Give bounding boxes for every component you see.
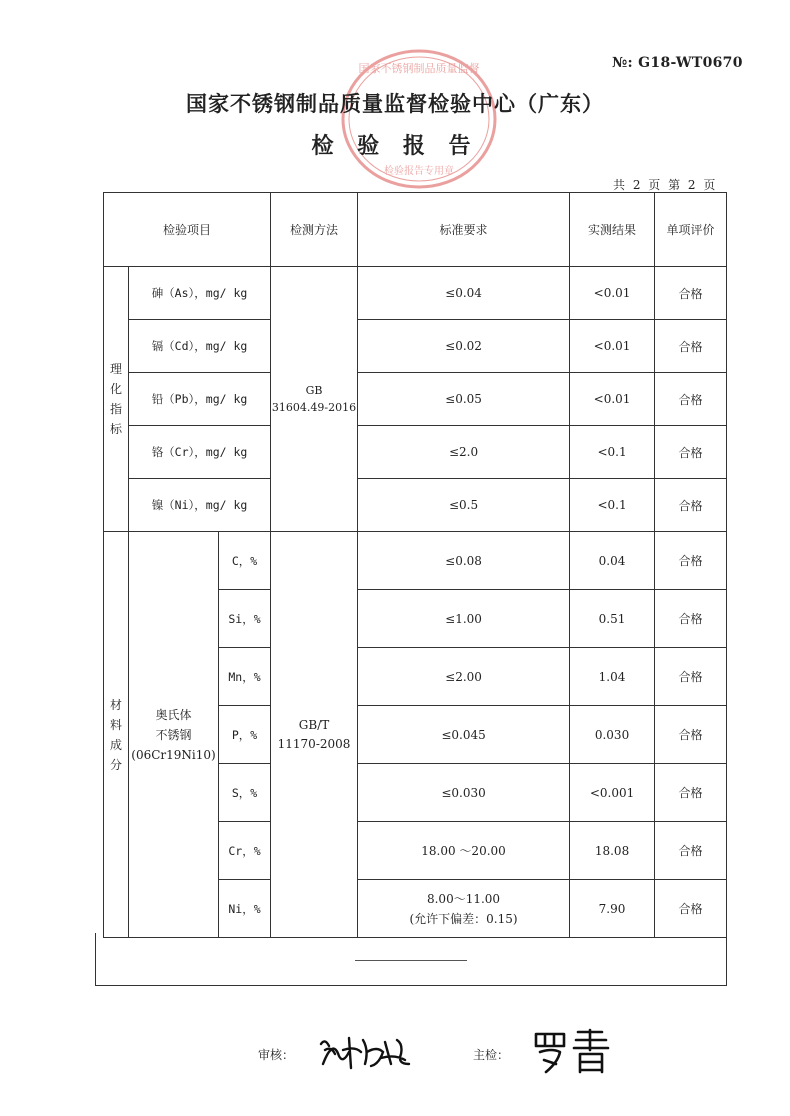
standard-cell: ≤1.00	[358, 590, 570, 648]
standard-cell: ≤2.00	[358, 648, 570, 706]
element-cell: S，%	[219, 764, 271, 822]
inspection-table	[103, 192, 727, 938]
evaluation-cell: 合格	[655, 373, 727, 426]
report-title: 国家不锈钢制品质量监督检验中心（广东）	[186, 91, 604, 116]
review-label: 审核：	[258, 1048, 295, 1062]
result-cell: 0.51	[570, 590, 655, 648]
evaluation-cell: 合格	[655, 479, 727, 532]
element-cell: Cr，%	[219, 822, 271, 880]
result-cell: <0.1	[570, 479, 655, 532]
result-cell: 0.030	[570, 706, 655, 764]
official-seal-stamp	[337, 44, 502, 194]
result-cell: <0.01	[570, 373, 655, 426]
element-cell: Mn，%	[219, 648, 271, 706]
inspector-signature	[530, 1026, 620, 1076]
evaluation-cell: 合格	[655, 426, 727, 479]
standard-cell: ≤0.02	[358, 320, 570, 373]
result-cell: <0.01	[570, 320, 655, 373]
element-cell: P，%	[219, 706, 271, 764]
result-cell: <0.1	[570, 426, 655, 479]
evaluation-cell: 合格	[655, 648, 727, 706]
result-cell: 0.04	[570, 532, 655, 590]
evaluation-cell: 合格	[655, 590, 727, 648]
header-standard: 标准要求	[358, 193, 570, 267]
report-number: №: G18-WT0670	[612, 55, 743, 71]
table-row	[104, 479, 727, 532]
inspector-label: 主检：	[473, 1048, 510, 1062]
page-indicator: 共 2 页 第 2 页	[613, 178, 718, 192]
header-evaluation: 单项评价	[655, 193, 727, 267]
result-cell: 7.90	[570, 880, 655, 938]
result-cell: 18.08	[570, 822, 655, 880]
evaluation-cell: 合格	[655, 706, 727, 764]
standard-cell: 8.00～11.00 (允许下偏差：0.15)	[358, 880, 570, 938]
standard-cell: ≤2.0	[358, 426, 570, 479]
element-cell: Ni，%	[219, 880, 271, 938]
standard-cell: ≤0.045	[358, 706, 570, 764]
group-label-material: 材 料 成 分	[104, 532, 129, 938]
evaluation-cell: 合格	[655, 764, 727, 822]
table-row	[104, 532, 727, 590]
header-method: 检测方法	[271, 193, 358, 267]
evaluation-cell: 合格	[655, 822, 727, 880]
standard-cell: ≤0.030	[358, 764, 570, 822]
table-row	[104, 267, 727, 320]
element-cell: Si，%	[219, 590, 271, 648]
item-cell: 镍（Ni），mg/ kg	[129, 479, 271, 532]
result-cell: <0.01	[570, 267, 655, 320]
header-item: 检验项目	[104, 193, 271, 267]
table-row	[104, 373, 727, 426]
item-cell: 铬（Cr），mg/ kg	[129, 426, 271, 479]
method-cell-material: GB/T 11170-2008	[271, 532, 358, 938]
method-cell-physchem: GB 31604.49-2016	[271, 267, 358, 532]
svg-text:国家不锈钢制品质量监督: 国家不锈钢制品质量监督	[358, 62, 480, 75]
evaluation-cell: 合格	[655, 880, 727, 938]
result-cell: <0.001	[570, 764, 655, 822]
table-row	[104, 320, 727, 373]
item-cell: 砷（As），mg/ kg	[129, 267, 271, 320]
table-header-row	[104, 193, 727, 267]
reviewer-signature	[315, 1030, 425, 1072]
evaluation-cell: 合格	[655, 267, 727, 320]
evaluation-cell: 合格	[655, 320, 727, 373]
header-result: 实测结果	[570, 193, 655, 267]
result-cell: 1.04	[570, 648, 655, 706]
svg-text:检验报告专用章: 检验报告专用章	[384, 166, 454, 177]
end-of-report-line	[355, 960, 467, 961]
item-cell: 镉（Cd），mg/ kg	[129, 320, 271, 373]
report-subtitle: 检 验 报 告	[311, 133, 479, 159]
standard-cell: 18.00 ～20.00	[358, 822, 570, 880]
group-label-physchem: 理 化 指 标	[104, 267, 129, 532]
standard-cell: ≤0.08	[358, 532, 570, 590]
standard-cell: ≤0.05	[358, 373, 570, 426]
table-row	[104, 426, 727, 479]
standard-cell: ≤0.04	[358, 267, 570, 320]
element-cell: C，%	[219, 532, 271, 590]
item-cell: 铅（Pb），mg/ kg	[129, 373, 271, 426]
evaluation-cell: 合格	[655, 532, 727, 590]
material-subgroup-cell: 奥氏体 不锈钢 (06Cr19Ni10)	[129, 532, 219, 938]
standard-cell: ≤0.5	[358, 479, 570, 532]
